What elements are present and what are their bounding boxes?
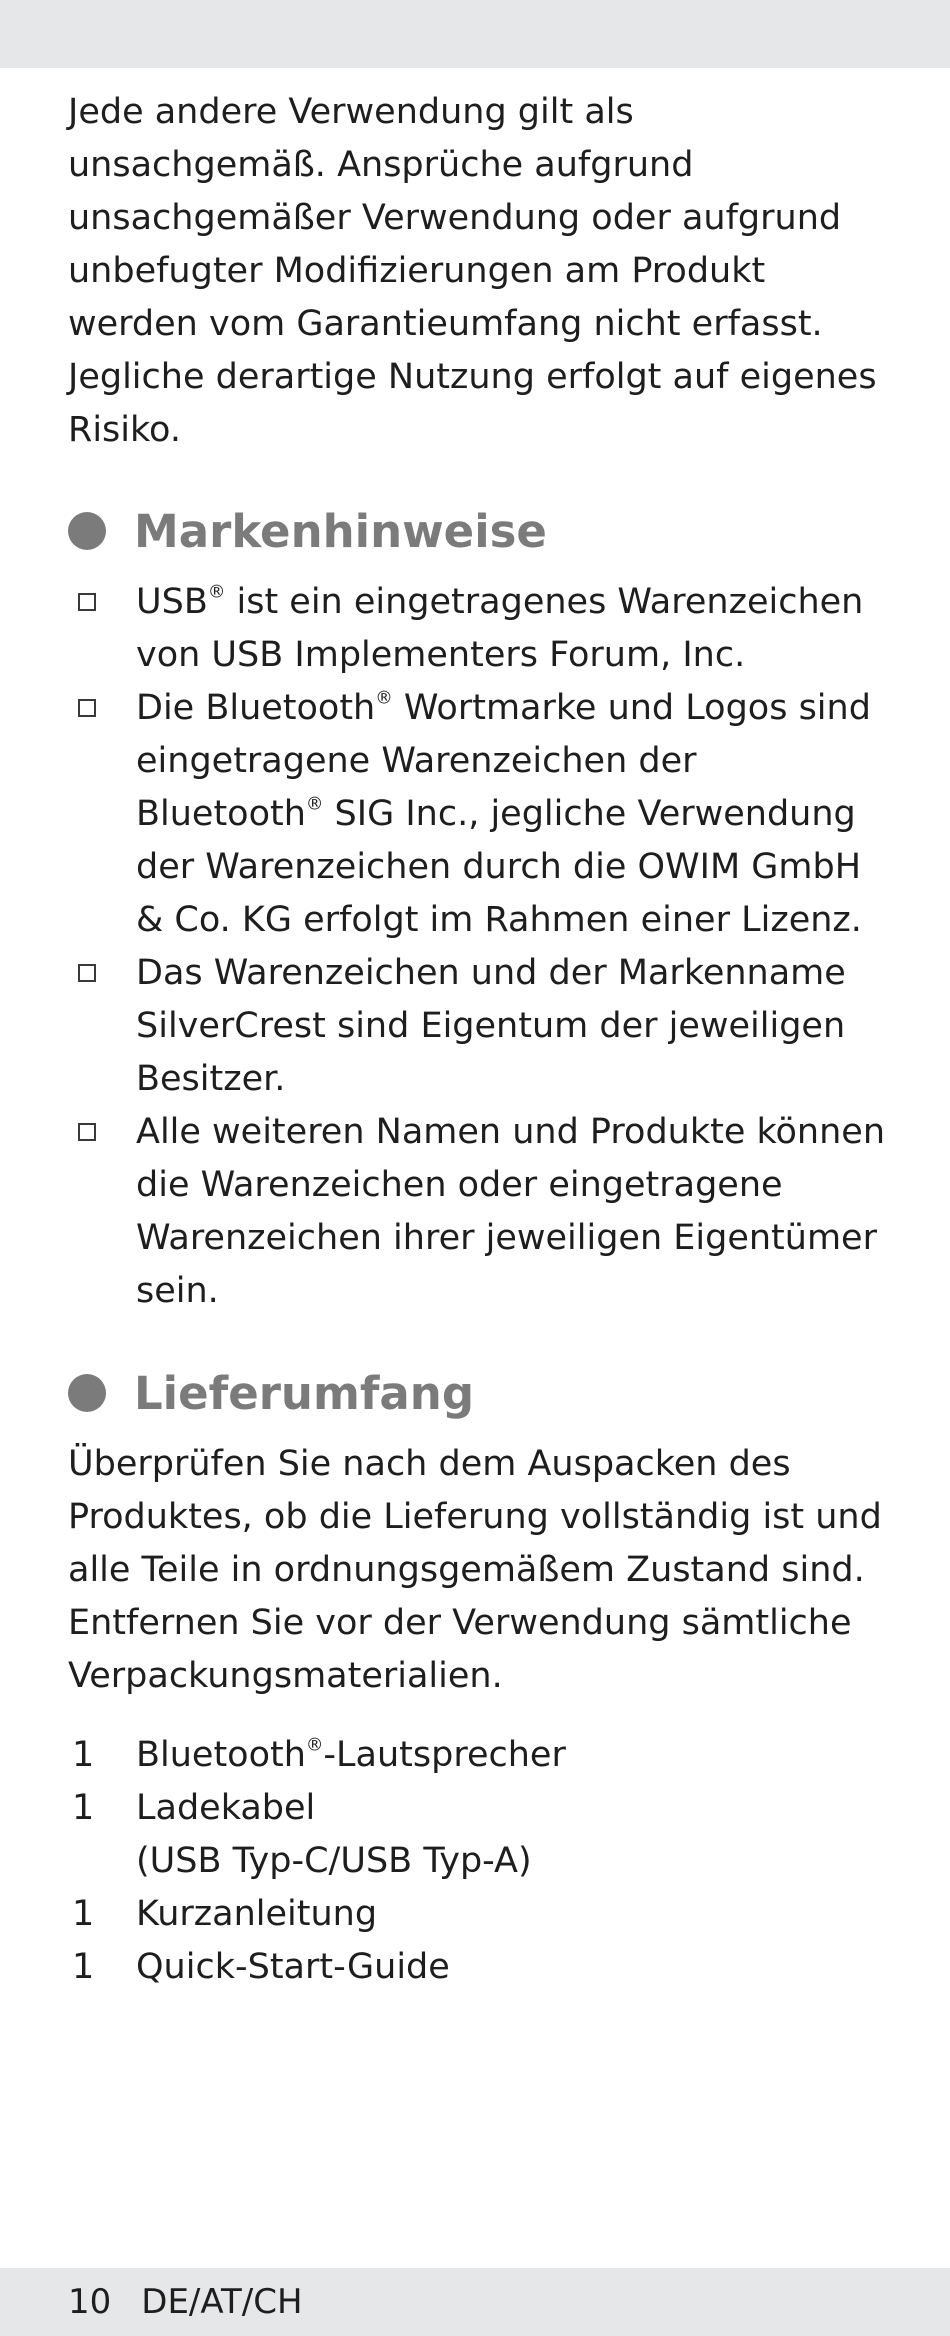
scope-of-delivery-heading-text: Lieferumfang bbox=[134, 1366, 475, 1420]
region-label: DE/AT/CH bbox=[141, 2282, 303, 2322]
list-item: USB® ist ein eingetragenes Warenzeichen von USB Implementers Forum, Inc. bbox=[68, 576, 888, 682]
page-number: 10 bbox=[68, 2282, 112, 2322]
trademarks-heading-text: Markenhinweise bbox=[134, 504, 547, 558]
quantity: 1 bbox=[72, 1788, 95, 1828]
page-content bbox=[68, 86, 888, 1994]
scope-of-delivery-list bbox=[68, 1729, 888, 1994]
list-item: 1 Bluetooth®-Lautsprecher bbox=[68, 1729, 888, 1782]
list-item: Das Warenzeichen und der Markenname SilverCrest sind Eigentum der jeweiligen Besitzer. bbox=[68, 947, 888, 1106]
scope-of-delivery-heading bbox=[68, 1362, 888, 1424]
square-bullet-icon bbox=[78, 593, 96, 611]
list-item: 1 Ladekabel (USB Typ-C/USB Typ-A) bbox=[68, 1782, 888, 1888]
list-item: Die Bluetooth® Wortmarke und Logos sind eingetragene Warenzeichen der Bluetooth® SIG Inc., jegliche Verwendung der Warenzeichen durch die OWIM GmbH & Co. KG erfolgt im Rahmen einer Lizenz. bbox=[68, 682, 888, 947]
header-bar bbox=[0, 0, 950, 68]
square-bullet-icon bbox=[78, 1123, 96, 1141]
quantity: 1 bbox=[72, 1947, 95, 1987]
list-item: Alle weiteren Namen und Produkte können die Warenzeichen oder eingetragene Warenzeichen ihrer jeweiligen Eigentümer sein. bbox=[68, 1106, 888, 1318]
trademark-list bbox=[68, 576, 888, 1318]
footer-bar bbox=[0, 2268, 950, 2336]
list-item: 1 Quick-Start-Guide bbox=[68, 1941, 888, 1994]
section-bullet-icon bbox=[68, 512, 106, 550]
trademarks-heading bbox=[68, 500, 888, 562]
square-bullet-icon bbox=[78, 964, 96, 982]
quantity: 1 bbox=[72, 1894, 95, 1934]
list-item: 1 Kurzanleitung bbox=[68, 1888, 888, 1941]
quantity: 1 bbox=[72, 1735, 95, 1775]
section-bullet-icon bbox=[68, 1374, 106, 1412]
intro-paragraph: Jede andere Verwendung gilt als unsachgemäß. Ansprüche aufgrund unsachgemäßer Verwendung oder aufgrund unbefugter Modifizierungen am Produkt werden vom Garantieumfang nicht erfasst. Jegliche derartige Nutzung erfolgt auf eigenes Risiko. bbox=[68, 92, 877, 450]
scope-of-delivery-paragraph: Überprüfen Sie nach dem Auspacken des Produktes, ob die Lieferung vollständig ist und alle Teile in ordnungsgemäßem Zustand sind. Entfernen Sie vor der Verwendung sämtliche Verpackungsmaterialien. bbox=[68, 1444, 882, 1696]
square-bullet-icon bbox=[78, 699, 96, 717]
